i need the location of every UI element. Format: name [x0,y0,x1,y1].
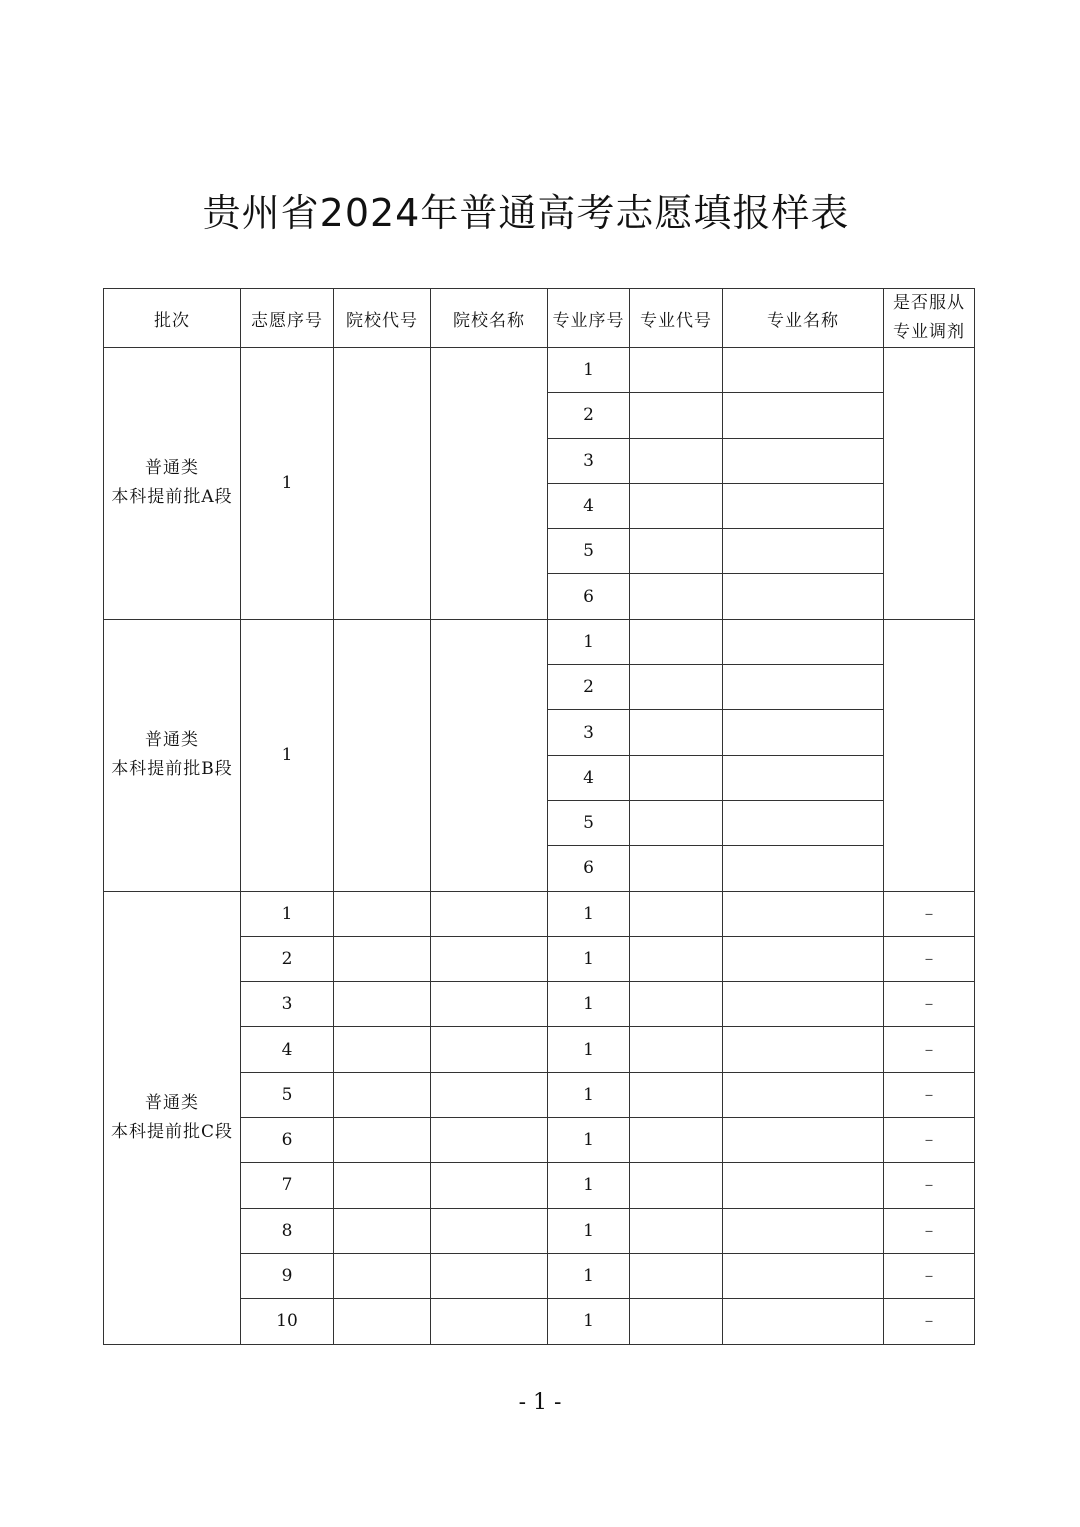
batch-label-line1: 普通类 [145,730,199,751]
major-code-field[interactable] [630,348,723,393]
adjust-dash: – [884,1299,975,1344]
header-adjust-line1: 是否服从 [893,293,965,313]
batch-cell-c [104,891,241,1344]
major-code-field[interactable] [630,1299,723,1344]
choice-no-cell: 3 [241,982,334,1027]
major-name-field[interactable] [723,891,884,936]
adjust-field[interactable] [884,348,975,620]
school-code-field[interactable] [334,619,431,891]
header-adjust [884,289,975,348]
school-code-field[interactable] [334,1072,431,1117]
school-name-field[interactable] [431,1208,548,1253]
choice-no-cell: 2 [241,936,334,981]
header-school-name: 院校名称 [431,289,548,348]
major-no-cell: 3 [548,710,630,755]
choice-no-cell: 5 [241,1072,334,1117]
major-code-field[interactable] [630,755,723,800]
header-adjust-line2: 专业调剂 [893,322,965,342]
major-no-cell: 1 [548,936,630,981]
school-name-field[interactable] [431,1118,548,1163]
major-no-cell: 4 [548,483,630,528]
major-no-cell: 1 [548,1299,630,1344]
adjust-dash: – [884,936,975,981]
choice-no-cell: 1 [241,891,334,936]
header-major-no: 专业序号 [548,289,630,348]
school-name-field[interactable] [431,1299,548,1344]
batch-cell-a [104,348,241,620]
major-code-field[interactable] [630,846,723,891]
major-no-cell: 5 [548,529,630,574]
school-name-field[interactable] [431,1072,548,1117]
header-major-name: 专业名称 [723,289,884,348]
school-code-field[interactable] [334,936,431,981]
major-no-cell: 3 [548,438,630,483]
choice-no-cell: 9 [241,1253,334,1298]
major-name-field[interactable] [723,529,884,574]
major-code-field[interactable] [630,1027,723,1072]
batch-label-line1: 普通类 [145,1092,199,1113]
major-code-field[interactable] [630,574,723,619]
major-code-field[interactable] [630,1208,723,1253]
school-code-field[interactable] [334,891,431,936]
school-code-field[interactable] [334,1163,431,1208]
major-code-field[interactable] [630,936,723,981]
school-code-field[interactable] [334,1208,431,1253]
major-no-cell: 1 [548,982,630,1027]
major-code-field[interactable] [630,438,723,483]
major-name-field[interactable] [723,483,884,528]
header-school-code: 院校代号 [334,289,431,348]
batch-label-line2: 本科提前批A段 [111,487,233,508]
school-code-field[interactable] [334,1253,431,1298]
adjust-dash: – [884,982,975,1027]
major-no-cell: 1 [548,1118,630,1163]
batch-label-line1: 普通类 [145,458,199,479]
adjust-dash: – [884,1208,975,1253]
table-row [104,348,975,393]
major-no-cell: 4 [548,755,630,800]
adjust-dash: – [884,1253,975,1298]
major-name-field[interactable] [723,1027,884,1072]
major-name-field[interactable] [723,1118,884,1163]
major-no-cell: 1 [548,1253,630,1298]
major-name-field[interactable] [723,710,884,755]
major-name-field[interactable] [723,755,884,800]
major-name-field[interactable] [723,1208,884,1253]
document-title: 贵州省2024年普通高考志愿填报样表 [202,191,850,235]
major-code-field[interactable] [630,800,723,845]
major-name-field[interactable] [723,846,884,891]
major-no-cell: 1 [548,619,630,664]
choice-no-cell: 7 [241,1163,334,1208]
batch-cell-b [104,619,241,891]
major-name-field[interactable] [723,982,884,1027]
header-row [104,289,975,348]
major-name-field[interactable] [723,936,884,981]
school-code-field[interactable] [334,1118,431,1163]
major-no-cell: 1 [548,1027,630,1072]
choice-no-cell: 10 [241,1299,334,1344]
adjust-dash: – [884,1027,975,1072]
major-no-cell: 1 [548,1072,630,1117]
major-code-field[interactable] [630,891,723,936]
major-code-field[interactable] [630,710,723,755]
header-batch: 批次 [104,289,241,348]
major-no-cell: 2 [548,393,630,438]
major-no-cell: 1 [548,1163,630,1208]
major-code-field[interactable] [630,1163,723,1208]
school-name-field[interactable] [431,348,548,620]
batch-label-line2: 本科提前批C段 [110,1121,233,1142]
school-name-field[interactable] [431,982,548,1027]
major-code-field[interactable] [630,619,723,664]
major-name-field[interactable] [723,348,884,393]
major-code-field[interactable] [630,665,723,710]
school-name-field[interactable] [431,1027,548,1072]
major-code-field[interactable] [630,1072,723,1117]
school-name-field[interactable] [431,619,548,891]
application-form-table [103,288,975,1345]
major-no-cell: 5 [548,800,630,845]
adjust-field[interactable] [884,619,975,891]
major-no-cell: 1 [548,1208,630,1253]
adjust-dash: – [884,1118,975,1163]
major-name-field[interactable] [723,393,884,438]
major-code-field[interactable] [630,1253,723,1298]
choice-no-cell: 1 [241,348,334,620]
page-number: - 1 - [518,1390,562,1415]
choice-no-cell: 6 [241,1118,334,1163]
school-name-field[interactable] [431,936,548,981]
major-name-field[interactable] [723,665,884,710]
major-name-field[interactable] [723,438,884,483]
major-no-cell: 2 [548,665,630,710]
major-no-cell: 6 [548,846,630,891]
choice-no-cell: 4 [241,1027,334,1072]
major-code-field[interactable] [630,393,723,438]
school-name-field[interactable] [431,891,548,936]
school-code-field[interactable] [334,348,431,620]
school-code-field[interactable] [334,1027,431,1072]
major-name-field[interactable] [723,1163,884,1208]
header-major-code: 专业代号 [630,289,723,348]
adjust-dash: – [884,891,975,936]
major-name-field[interactable] [723,619,884,664]
major-name-field[interactable] [723,1253,884,1298]
table-row [104,891,975,936]
major-no-cell: 1 [548,348,630,393]
school-name-field[interactable] [431,1163,548,1208]
major-name-field[interactable] [723,800,884,845]
major-code-field[interactable] [630,483,723,528]
school-name-field[interactable] [431,1253,548,1298]
header-choice-no: 志愿序号 [241,289,334,348]
adjust-dash: – [884,1072,975,1117]
batch-label-line2: 本科提前批B段 [111,759,233,780]
choice-no-cell: 8 [241,1208,334,1253]
major-name-field[interactable] [723,1299,884,1344]
school-code-field[interactable] [334,982,431,1027]
major-code-field[interactable] [630,1118,723,1163]
major-name-field[interactable] [723,574,884,619]
major-code-field[interactable] [630,529,723,574]
adjust-dash: – [884,1163,975,1208]
table-row [104,619,975,664]
major-no-cell: 1 [548,891,630,936]
major-no-cell: 6 [548,574,630,619]
school-code-field[interactable] [334,1299,431,1344]
choice-no-cell: 1 [241,619,334,891]
major-code-field[interactable] [630,982,723,1027]
major-name-field[interactable] [723,1072,884,1117]
